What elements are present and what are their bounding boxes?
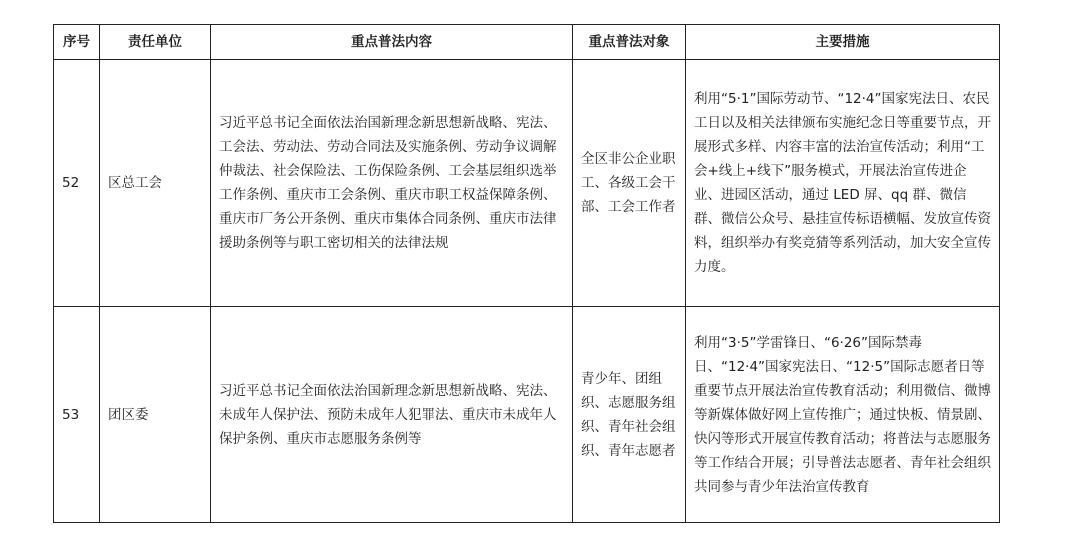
row-seq: 53 [62, 406, 80, 423]
row-target: 全区非公企业职工、各级工会干部、工会工作者 [581, 151, 676, 215]
row-unit-cell [100, 307, 211, 523]
table-row [54, 307, 1000, 523]
row-seq-cell [54, 60, 100, 307]
row-measures: 利用“5·1”国际劳动节、“12·4”国家宪法日、农民工日以及相关法律颁布实施纪念日等重要节点，开展形式多样、内容丰富的法治宣传活动；利用“工会+线上+线下”服务模式，开展法治宣传进企业、进园区活动，通过 LED 屏、qq 群、微信群、微信公众号、悬挂宣传标语横幅、发放宣传资料，组织举办有奖竞猜等系列活动，加大安全宣传力度。 [694, 91, 991, 275]
header-measures: 主要措施 [686, 25, 1000, 60]
header-unit: 责任单位 [100, 25, 211, 60]
law-publicity-table [53, 24, 1000, 523]
row-unit: 区总工会 [108, 175, 162, 191]
row-seq: 52 [62, 175, 80, 191]
table-row [54, 60, 1000, 307]
row-content-cell [211, 307, 573, 523]
row-target: 青少年、团组织、志愿服务组织、青年社会组织、青年志愿者 [581, 370, 676, 459]
row-content-cell [211, 60, 573, 307]
row-content: 习近平总书记全面依法治国新理念新思想新战略、宪法、未成年人保护法、预防未成年人犯罪法、重庆市未成年人保护条例、重庆市志愿服务条例等 [219, 382, 557, 447]
row-target-cell [573, 60, 686, 307]
row-unit-cell [100, 60, 211, 307]
header-content: 重点普法内容 [211, 25, 573, 60]
row-measures: 利用“3·5”学雷锋日、“6·26”国际禁毒日、“12·4”国家宪法日、“12·5”国际志愿者日等重要节点开展法治宣传教育活动；利用微信、微博等新媒体做好网上宣传推广；通过快板、情景剧、快闪等形式开展宣传教育活动；将普法与志愿服务等工作结合开展；引导普法志愿者、青年社会组织共同参与青少年法治宣传教育 [694, 334, 991, 495]
row-content: 习近平总书记全面依法治国新理念新思想新战略、宪法、工会法、劳动法、劳动合同法及实施条例、劳动争议调解仲裁法、社会保险法、工伤保险条例、工会基层组织选举工作条例、重庆市工会条例、重庆市职工权益保障条例、重庆市厂务公开条例、重庆市集体合同条例、重庆市法律援助条例等与职工密切相关的法律法规 [219, 115, 557, 251]
header-seq: 序号 [54, 25, 100, 60]
row-measures-cell [686, 60, 1000, 307]
row-measures-cell [686, 307, 1000, 523]
row-unit: 团区委 [108, 406, 149, 423]
table-header-row [54, 25, 1000, 60]
row-seq-cell [54, 307, 100, 523]
row-target-cell [573, 307, 686, 523]
header-target: 重点普法对象 [573, 25, 686, 60]
